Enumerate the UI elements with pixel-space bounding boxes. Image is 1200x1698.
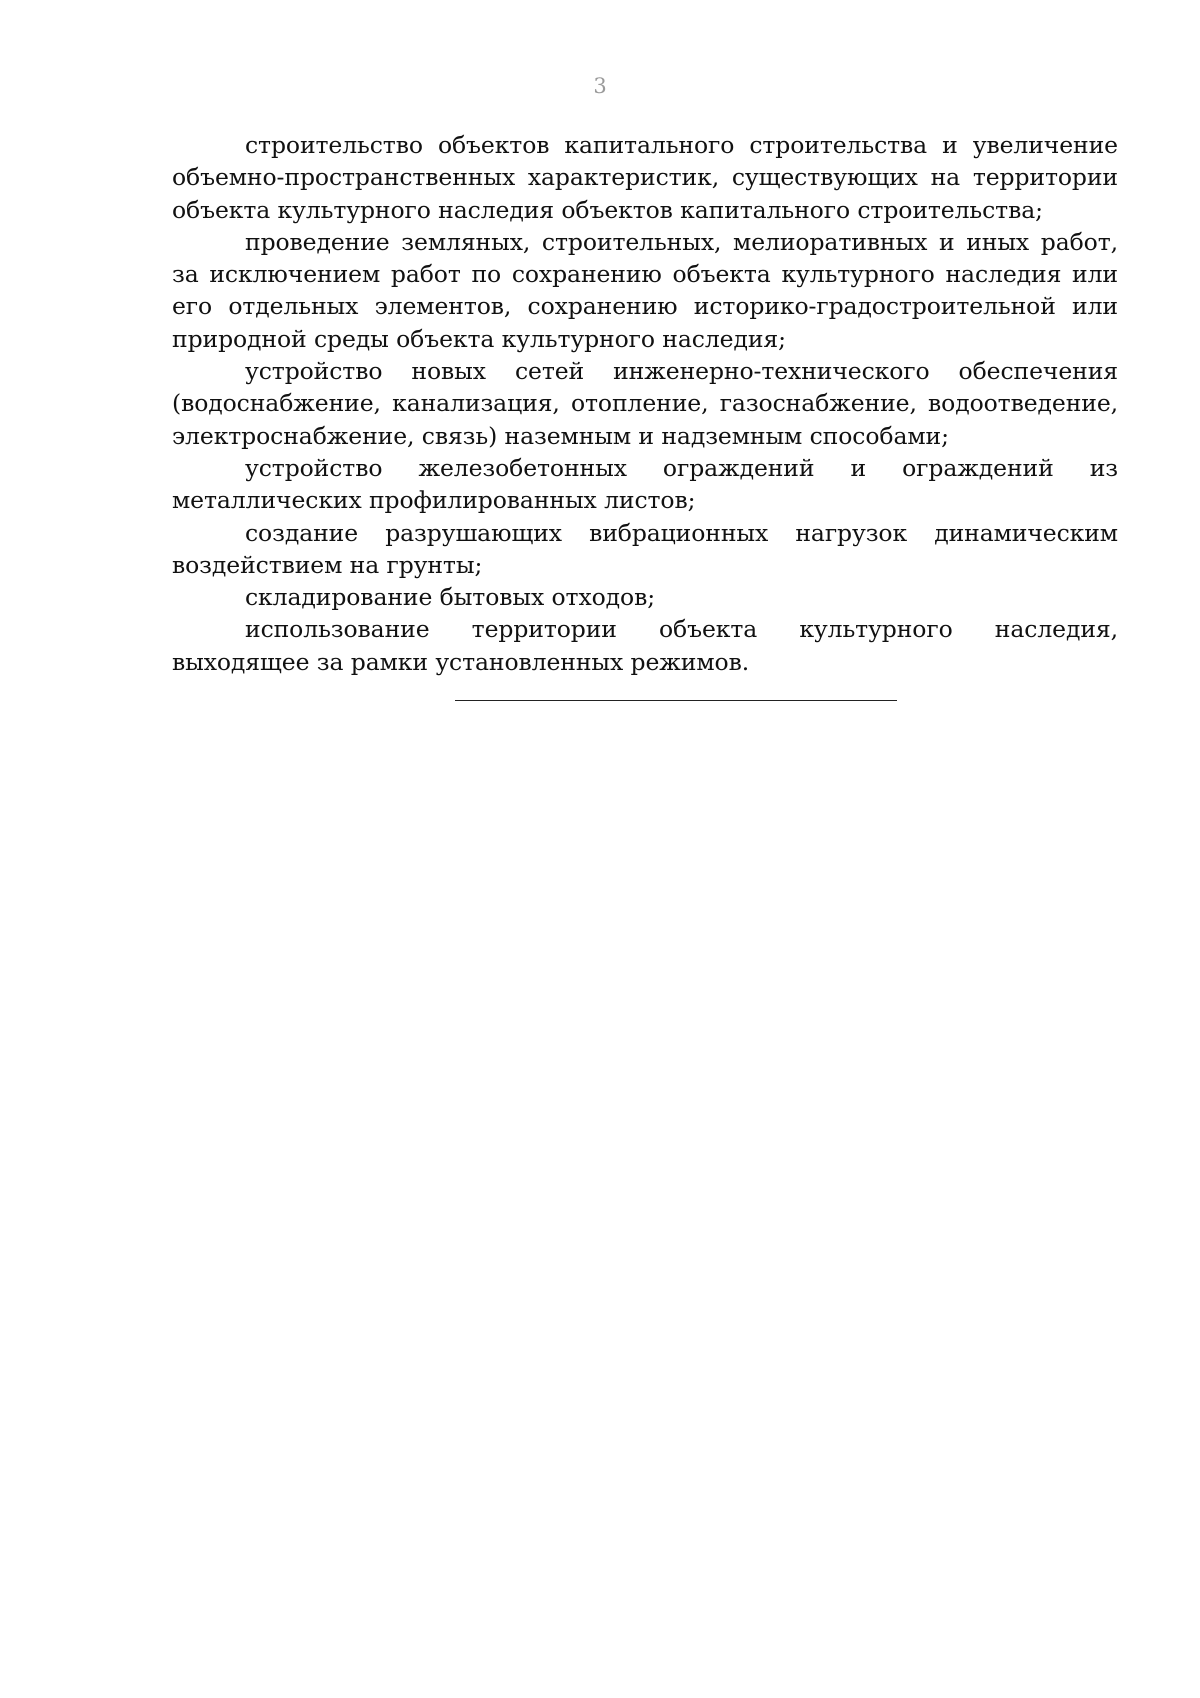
restriction-paragraph: использование территории объекта культурного наследия, выходящее за рамки установленных режимов. — [172, 615, 1118, 676]
restriction-paragraph: проведение земляных, строительных, мелиоративных и иных работ, за исключением работ по сохранению объекта культурного наследия или его отдельных элементов, сохранению историко-градостроительной или природной среды объекта культурного наследия; — [172, 227, 1118, 353]
restriction-paragraph: складирование бытовых отходов; — [245, 583, 656, 612]
document-body — [172, 129, 1118, 678]
restriction-paragraph: создание разрушающих вибрационных нагрузок динамическим воздействием на грунты; — [172, 518, 1118, 579]
end-of-document-line — [455, 700, 897, 701]
restriction-paragraph: устройство железобетонных ограждений и ограждений из металлических профилированных листов; — [172, 453, 1118, 515]
page-number: 3 — [593, 74, 607, 98]
restriction-paragraph: устройство новых сетей инженерно-технического обеспечения (водоснабжение, канализация, отопление, газоснабжение, водоотведение, электроснабжение, связь) наземным и надземным способами; — [172, 357, 1118, 450]
restriction-paragraph: строительство объектов капитального строительства и увеличение объемно-пространственных характеристик, существующих на территории объекта культурного наследия объектов капитального строительства; — [172, 131, 1118, 224]
